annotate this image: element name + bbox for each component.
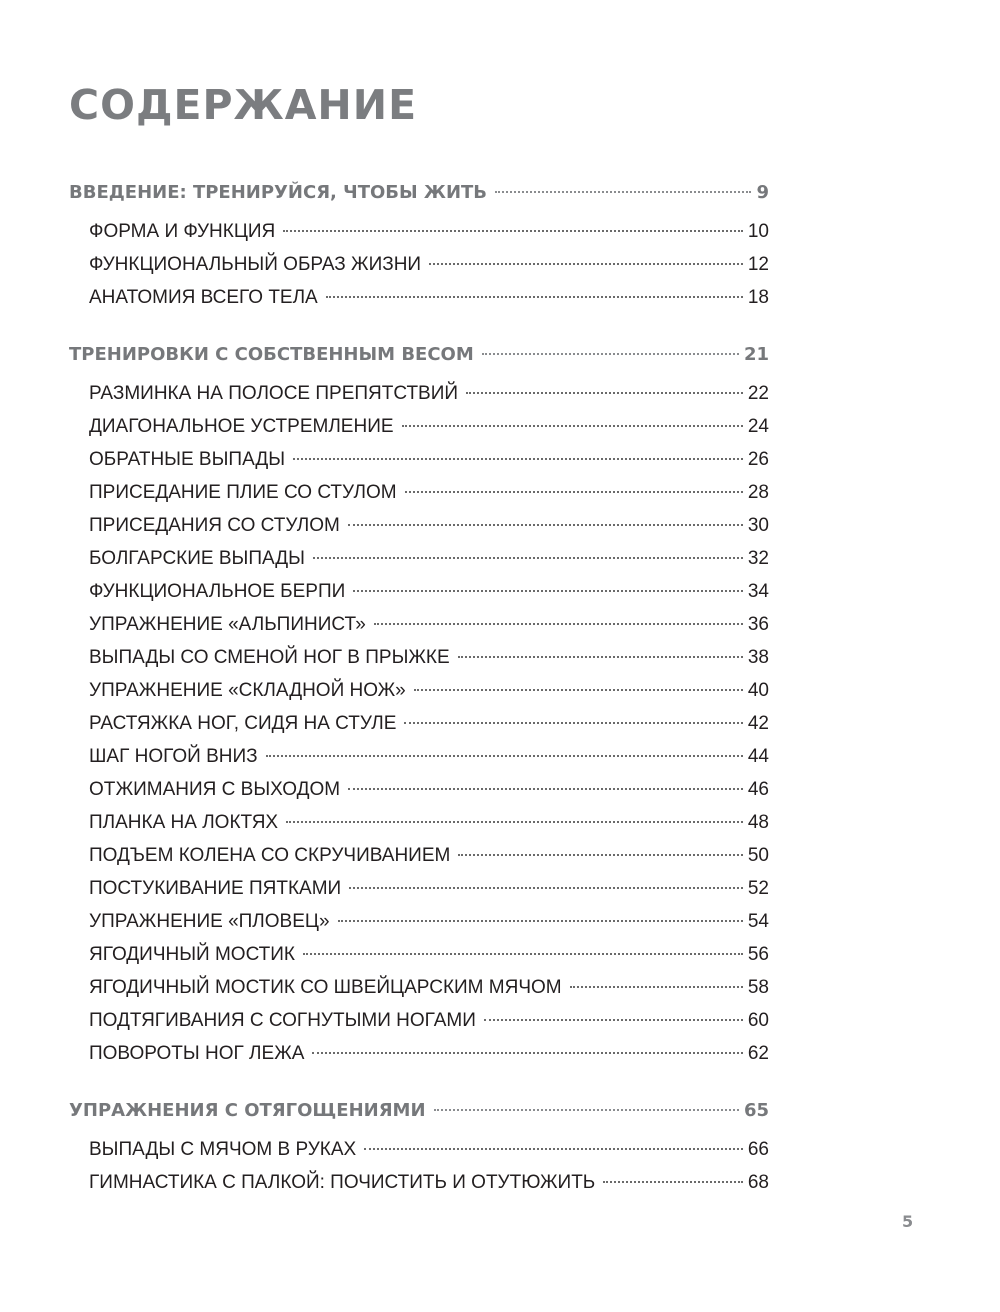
entry-title: ЯГОДИЧНЫЙ МОСТИК: [89, 944, 295, 965]
entry-title: УПРАЖНЕНИЕ «АЛЬПИНИСТ»: [89, 614, 366, 635]
entry-page-number: 28: [747, 482, 769, 503]
entry-title: ПЛАНКА НА ЛОКТЯХ: [89, 812, 279, 833]
entry-page-number: 62: [747, 1043, 769, 1064]
toc-entry[interactable]: [69, 1133, 769, 1166]
toc-entry[interactable]: [69, 410, 769, 443]
toc-entry[interactable]: [69, 905, 769, 938]
toc-entry[interactable]: [69, 707, 769, 740]
entry-page-number: 24: [747, 416, 769, 437]
toc-entry[interactable]: [69, 839, 769, 872]
dot-leader: [312, 1052, 742, 1054]
dot-leader: [482, 353, 739, 355]
entry-page-number: 58: [747, 977, 769, 998]
entry-page-number: 22: [747, 383, 769, 404]
entry-title: ВЫПАДЫ С МЯЧОМ В РУКАХ: [89, 1139, 357, 1160]
toc-entry[interactable]: [69, 971, 769, 1004]
entry-page-number: 18: [747, 287, 769, 308]
dot-leader: [348, 788, 743, 790]
dot-leader: [338, 920, 743, 922]
section-page-number: 65: [743, 1100, 769, 1121]
entry-title: ФУНКЦИОНАЛЬНЫЙ ОБРАЗ ЖИЗНИ: [89, 254, 422, 275]
dot-leader: [405, 491, 743, 493]
dot-leader: [286, 821, 743, 823]
entry-title: ОБРАТНЫЕ ВЫПАДЫ: [89, 449, 286, 470]
page-title: СОДЕРЖАНИЕ: [69, 81, 418, 129]
dot-leader: [404, 722, 742, 724]
dot-leader: [326, 296, 743, 298]
toc-entry[interactable]: [69, 641, 769, 674]
table-of-contents: [69, 176, 769, 1223]
toc-entry[interactable]: [69, 608, 769, 641]
dot-leader: [414, 689, 743, 691]
entry-page-number: 10: [747, 221, 769, 242]
entry-title: БОЛГАРСКИЕ ВЫПАДЫ: [89, 548, 305, 569]
toc-entry[interactable]: [69, 773, 769, 806]
toc-entry[interactable]: [69, 674, 769, 707]
entry-page-number: 32: [747, 548, 769, 569]
entry-page-number: 30: [747, 515, 769, 536]
dot-leader: [495, 191, 751, 193]
dot-leader: [458, 854, 743, 856]
toc-entry[interactable]: [69, 1004, 769, 1037]
toc-section: [69, 1094, 769, 1199]
toc-entry[interactable]: [69, 476, 769, 509]
toc-entry[interactable]: [69, 575, 769, 608]
toc-section: [69, 338, 769, 1070]
entry-page-number: 54: [747, 911, 769, 932]
dot-leader: [313, 557, 743, 559]
section-title: ВВЕДЕНИЕ: ТРЕНИРУЙСЯ, ЧТОБЫ ЖИТЬ: [69, 182, 488, 203]
dot-leader: [402, 425, 743, 427]
dot-leader: [429, 263, 743, 265]
entry-page-number: 48: [747, 812, 769, 833]
toc-entry[interactable]: [69, 281, 769, 314]
entry-title: ПОВОРОТЫ НОГ ЛЕЖА: [89, 1043, 305, 1064]
entry-page-number: 60: [747, 1010, 769, 1031]
section-heading-row[interactable]: [69, 176, 769, 209]
dot-leader: [266, 755, 743, 757]
dot-leader: [303, 953, 743, 955]
entry-page-number: 26: [747, 449, 769, 470]
dot-leader: [348, 524, 743, 526]
dot-leader: [434, 1109, 739, 1111]
entry-title: ПОДТЯГИВАНИЯ С СОГНУТЫМИ НОГАМИ: [89, 1010, 476, 1031]
toc-entry[interactable]: [69, 806, 769, 839]
entry-title: ОТЖИМАНИЯ С ВЫХОДОМ: [89, 779, 341, 800]
dot-leader: [374, 623, 743, 625]
entry-page-number: 12: [747, 254, 769, 275]
section-title: УПРАЖНЕНИЯ С ОТЯГОЩЕНИЯМИ: [69, 1100, 426, 1121]
toc-entry[interactable]: [69, 215, 769, 248]
entry-page-number: 50: [747, 845, 769, 866]
section-title: ТРЕНИРОВКИ С СОБСТВЕННЫМ ВЕСОМ: [69, 344, 474, 365]
entry-page-number: 40: [747, 680, 769, 701]
entry-page-number: 46: [747, 779, 769, 800]
dot-leader: [458, 656, 743, 658]
entry-title: РАЗМИНКА НА ПОЛОСЕ ПРЕПЯТСТВИЙ: [89, 383, 459, 404]
entry-title: ГИМНАСТИКА С ПАЛКОЙ: ПОЧИСТИТЬ И ОТУТЮЖИТЬ: [89, 1172, 596, 1193]
section-page-number: 9: [756, 182, 769, 203]
section-heading-row[interactable]: [69, 338, 769, 371]
entry-page-number: 68: [747, 1172, 769, 1193]
entry-title: ФУНКЦИОНАЛЬНОЕ БЕРПИ: [89, 581, 346, 602]
dot-leader: [364, 1148, 743, 1150]
entry-title: ПРИСЕДАНИЯ СО СТУЛОМ: [89, 515, 340, 536]
toc-entry[interactable]: [69, 1166, 769, 1199]
entry-title: УПРАЖНЕНИЕ «СКЛАДНОЙ НОЖ»: [89, 680, 406, 701]
dot-leader: [484, 1019, 743, 1021]
toc-entry[interactable]: [69, 377, 769, 410]
entry-page-number: 56: [747, 944, 769, 965]
section-page-number: 21: [743, 344, 769, 365]
dot-leader: [353, 590, 743, 592]
entry-title: ПРИСЕДАНИЕ ПЛИЕ СО СТУЛОМ: [89, 482, 397, 503]
toc-entry[interactable]: [69, 740, 769, 773]
toc-entry[interactable]: [69, 1037, 769, 1070]
toc-entry[interactable]: [69, 248, 769, 281]
entry-title: АНАТОМИЯ ВСЕГО ТЕЛА: [89, 287, 318, 308]
dot-leader: [293, 458, 743, 460]
toc-entry[interactable]: [69, 542, 769, 575]
dot-leader: [349, 887, 743, 889]
toc-entry[interactable]: [69, 938, 769, 971]
dot-leader: [603, 1181, 743, 1183]
entry-title: ШАГ НОГОЙ ВНИЗ: [89, 746, 258, 767]
dot-leader: [570, 986, 743, 988]
entry-title: ВЫПАДЫ СО СМЕНОЙ НОГ В ПРЫЖКЕ: [89, 647, 450, 668]
toc-entry[interactable]: [69, 509, 769, 542]
entry-page-number: 36: [747, 614, 769, 635]
dot-leader: [466, 392, 743, 394]
entry-title: УПРАЖНЕНИЕ «ПЛОВЕЦ»: [89, 911, 330, 932]
entry-page-number: 44: [747, 746, 769, 767]
entry-page-number: 52: [747, 878, 769, 899]
section-heading-row[interactable]: [69, 1094, 769, 1127]
entry-title: ПОДЪЕМ КОЛЕНА СО СКРУЧИВАНИЕМ: [89, 845, 451, 866]
entry-page-number: 38: [747, 647, 769, 668]
toc-entry[interactable]: [69, 443, 769, 476]
entry-page-number: 34: [747, 581, 769, 602]
entry-page-number: 42: [747, 713, 769, 734]
dot-leader: [283, 230, 743, 232]
entry-title: ФОРМА И ФУНКЦИЯ: [89, 221, 276, 242]
toc-entry[interactable]: [69, 872, 769, 905]
toc-section: [69, 176, 769, 314]
entry-title: РАСТЯЖКА НОГ, СИДЯ НА СТУЛЕ: [89, 713, 397, 734]
entry-title: ПОСТУКИВАНИЕ ПЯТКАМИ: [89, 878, 342, 899]
entry-page-number: 66: [747, 1139, 769, 1160]
entry-title: ЯГОДИЧНЫЙ МОСТИК СО ШВЕЙЦАРСКИМ МЯЧОМ: [89, 977, 562, 998]
entry-title: ДИАГОНАЛЬНОЕ УСТРЕМЛЕНИЕ: [89, 416, 394, 437]
page-number: 5: [902, 1212, 914, 1231]
